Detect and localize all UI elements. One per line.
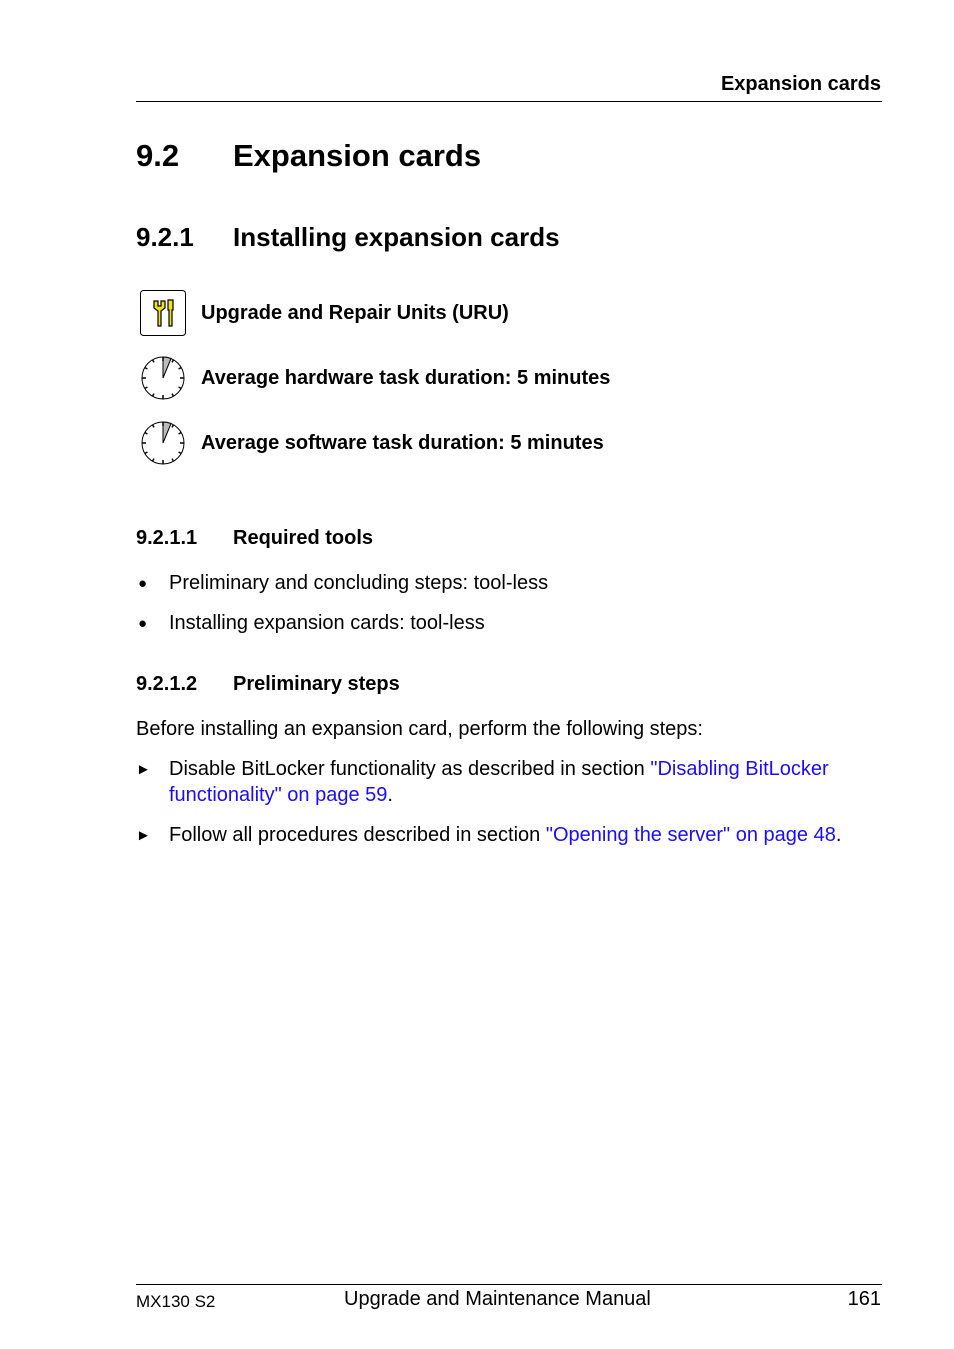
list-item: Installing expansion cards: tool-less <box>169 612 485 634</box>
preliminary-steps-number: 9.2.1.2 <box>136 673 198 695</box>
wrench-screwdriver-icon <box>140 290 186 336</box>
steps-intro: Before installing an expansion card, perform the following steps: <box>136 718 703 740</box>
bitlocker-link-continued[interactable]: functionality" on page 59 <box>169 784 388 806</box>
bullet-icon: ● <box>138 575 148 592</box>
uru-label: Upgrade and Repair Units (URU) <box>201 302 509 324</box>
step-arrow-icon: ► <box>136 827 151 844</box>
bullet-icon: ● <box>138 615 148 632</box>
bitlocker-link[interactable]: "Disabling BitLocker <box>650 758 829 780</box>
software-duration-label: Average software task duration: 5 minutes <box>201 432 604 454</box>
required-tools-title: Required tools <box>233 527 374 549</box>
step-text: Disable BitLocker functionality as described in section <box>169 758 651 780</box>
subsection-title: Installing expansion cards <box>233 222 560 252</box>
section-number: 9.2 <box>136 138 180 173</box>
clock-icon <box>140 355 186 401</box>
footer-manual-title: Upgrade and Maintenance Manual <box>344 1288 651 1310</box>
header-rule <box>136 101 882 102</box>
step-arrow-icon: ► <box>136 761 151 778</box>
section-title: Expansion cards <box>233 138 482 173</box>
footer-rule <box>136 1284 882 1285</box>
step-item <box>169 756 829 782</box>
clock-icon <box>140 420 186 466</box>
hardware-duration-label: Average hardware task duration: 5 minutes <box>201 367 611 389</box>
running-header: Expansion cards <box>720 73 881 95</box>
step-item <box>169 822 841 848</box>
footer-model: MX130 S2 <box>136 1292 216 1311</box>
page-number: 161 <box>847 1288 881 1310</box>
list-item: Preliminary and concluding steps: tool-less <box>169 572 549 594</box>
required-tools-number: 9.2.1.1 <box>136 527 198 549</box>
step-text: Follow all procedures described in section <box>169 824 546 846</box>
opening-server-link[interactable]: "Opening the server" on page 48 <box>545 824 836 846</box>
subsection-number: 9.2.1 <box>136 222 194 252</box>
preliminary-steps-title: Preliminary steps <box>233 673 400 695</box>
step-suffix: . <box>387 784 393 806</box>
step-suffix: . <box>835 824 842 846</box>
step-item-continued <box>169 782 393 808</box>
